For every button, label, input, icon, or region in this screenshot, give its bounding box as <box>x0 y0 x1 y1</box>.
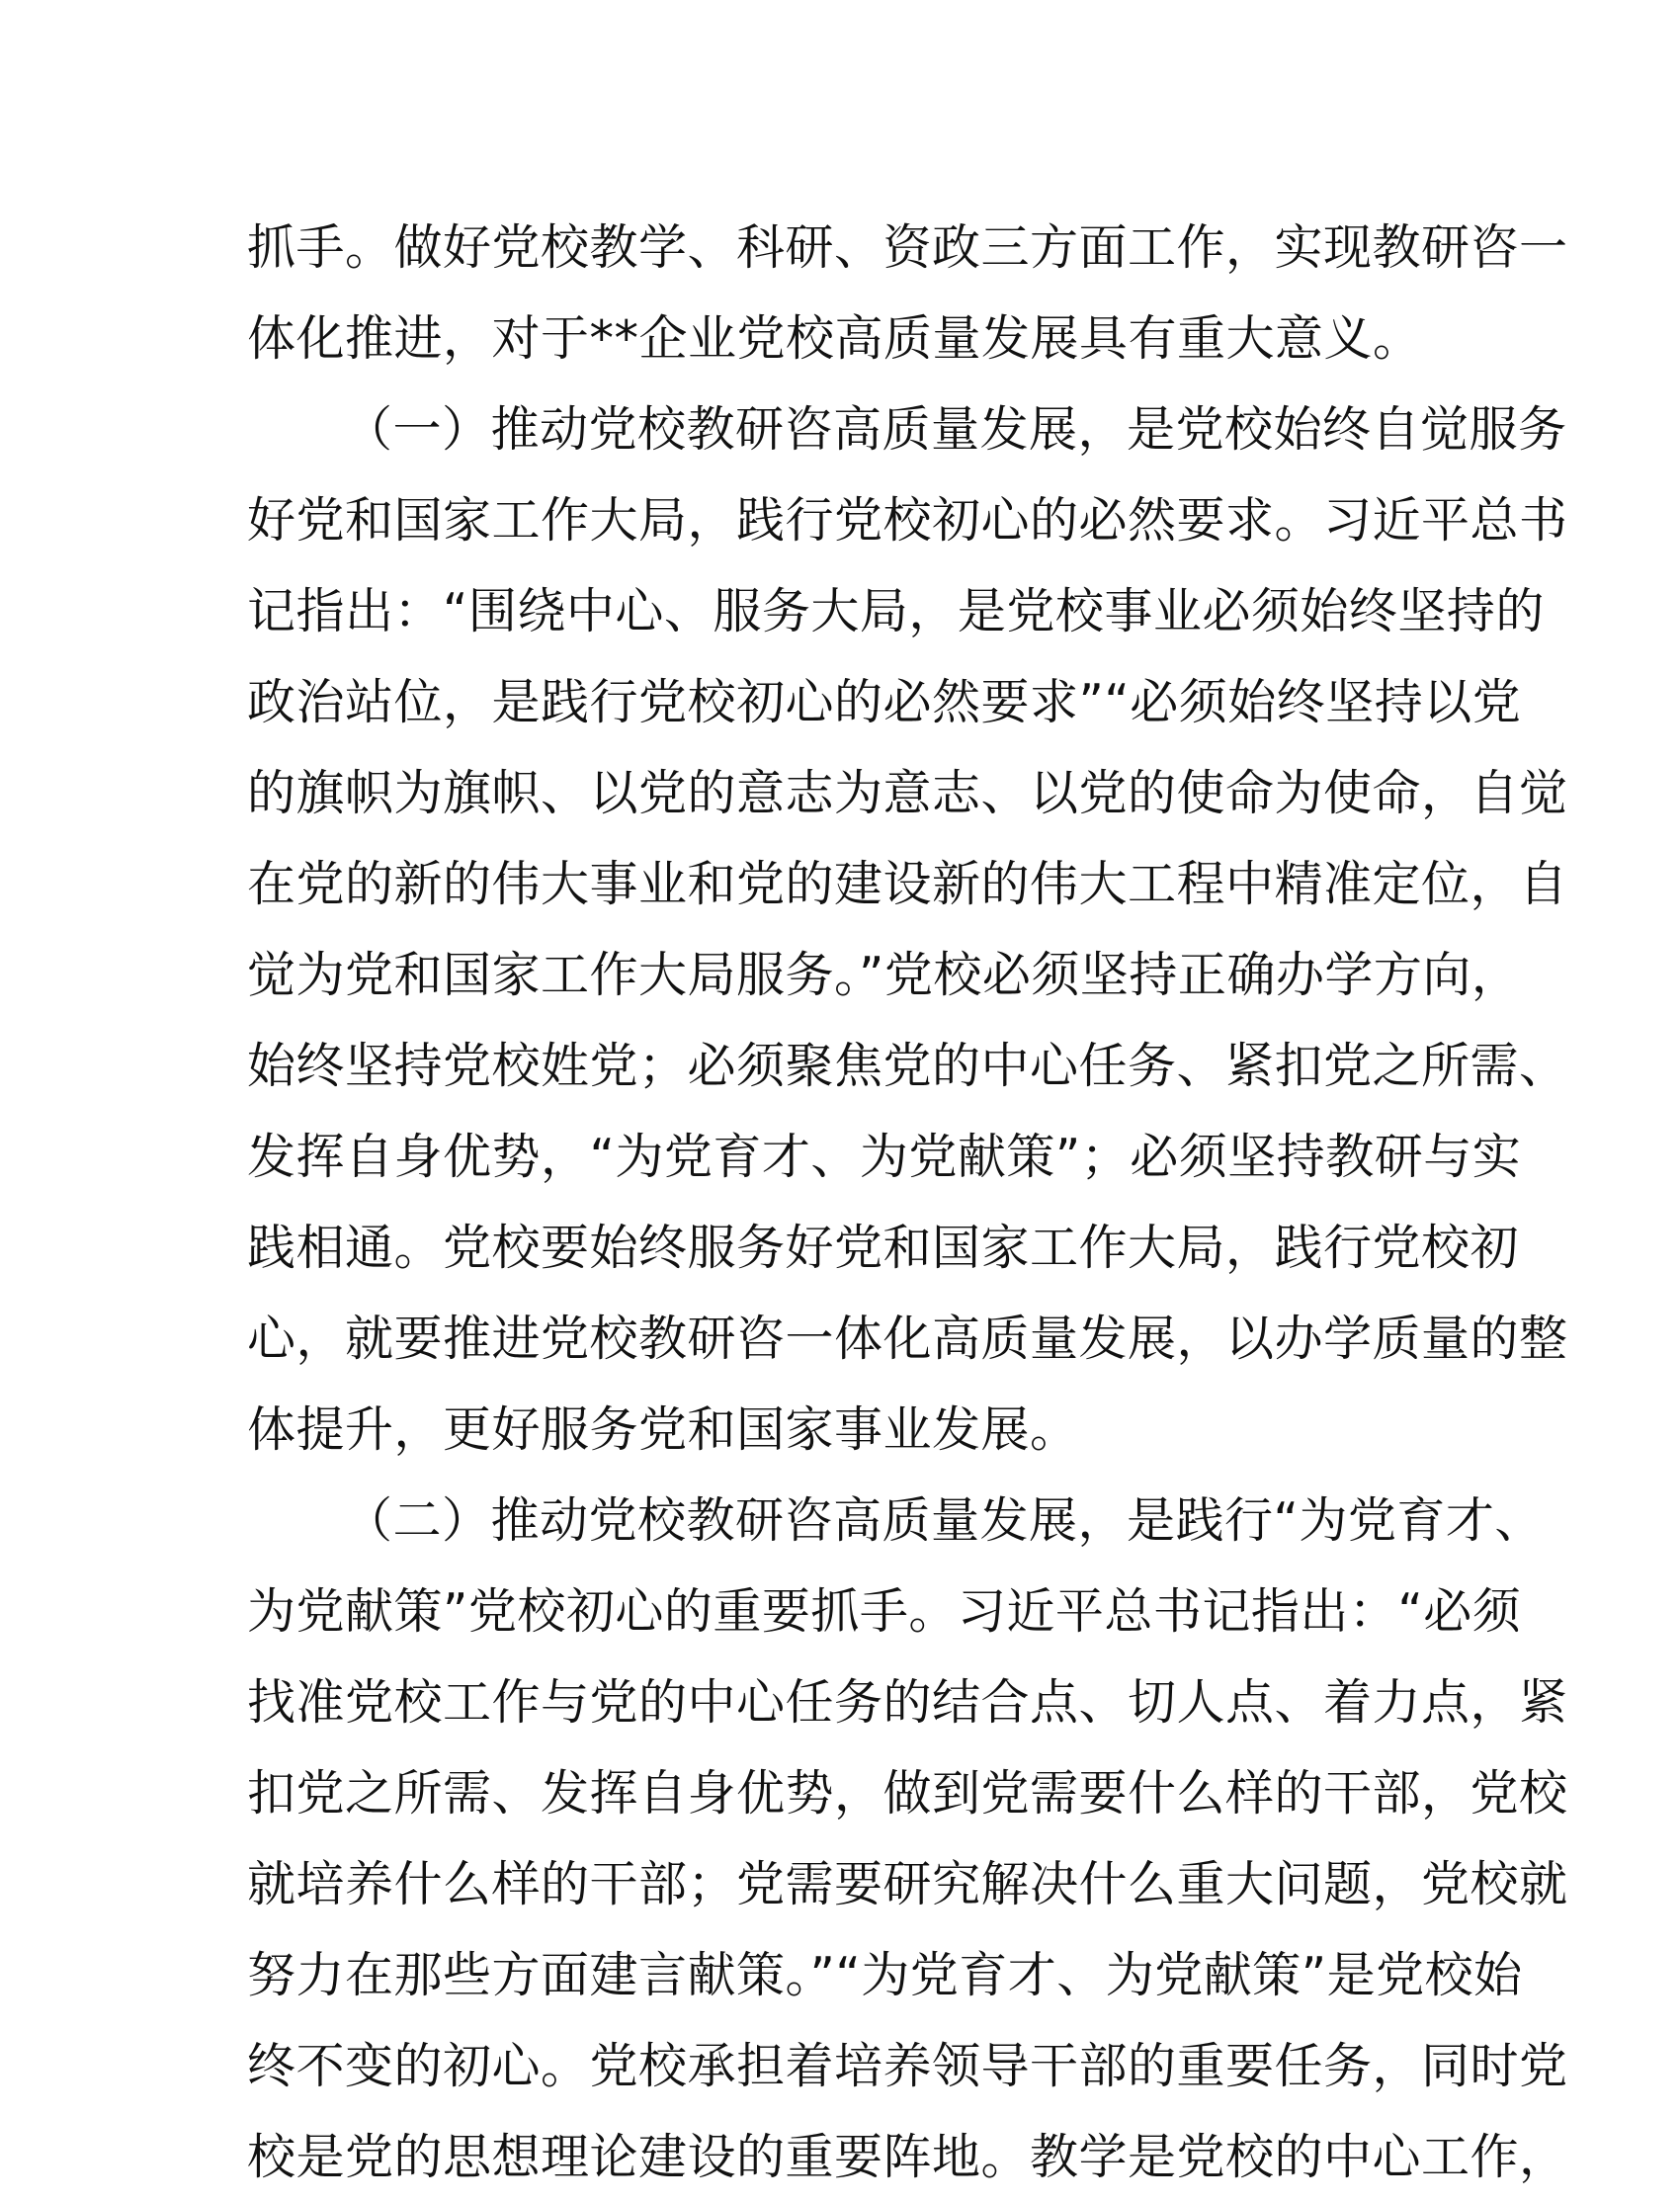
text-line: 为党献策”党校初心的重要抓手。习近平总书记指出：“必须 <box>247 1583 1522 1640</box>
paragraph-section-one <box>247 384 1568 1476</box>
paragraph-continuation <box>247 203 1568 384</box>
text-line: 努力在那些方面建言献策。”“为党育才、为党献策”是党校始 <box>247 1947 1523 2003</box>
text-line: 就培养什么样的干部；党需要研究解决什么重大问题，党校就 <box>247 1856 1568 1912</box>
text-line: 始终坚持党校姓党；必须聚焦党的中心任务、紧扣党之所需、 <box>247 1038 1568 1094</box>
text-line: （二）推动党校教研咨高质量发展，是践行“为党育才、 <box>344 1492 1544 1549</box>
text-line: 发挥自身优势，“为党育才、为党献策”；必须坚持教研与实 <box>247 1129 1522 1185</box>
text-line: 在党的新的伟大事业和党的建设新的伟大工程中精准定位，自 <box>247 856 1568 912</box>
text-line: 践相通。党校要始终服务好党和国家工作大局，践行党校初 <box>247 1220 1520 1276</box>
text-line: 抓手。做好党校教学、科研、资政三方面工作，实现教研咨一 <box>247 219 1568 276</box>
text-line: 政治站位，是践行党校初心的必然要求”“必须始终坚持以党 <box>247 674 1522 730</box>
text-line: 心，就要推进党校教研咨一体化高质量发展，以办学质量的整 <box>247 1311 1568 1367</box>
text-line: 体化推进，对于**企业党校高质量发展具有重大意义。 <box>247 310 1422 367</box>
text-line: 觉为党和国家工作大局服务。”党校必须坚持正确办学方向， <box>247 947 1521 1003</box>
text-line: （一）推动党校教研咨高质量发展，是党校始终自觉服务 <box>344 401 1567 458</box>
text-line: 好党和国家工作大局，践行党校初心的必然要求。习近平总书 <box>247 492 1568 549</box>
text-line: 找准党校工作与党的中心任务的结合点、切人点、着力点，紧 <box>247 1674 1568 1731</box>
text-line: 终不变的初心。党校承担着培养领导干部的重要任务，同时党 <box>247 2038 1568 2094</box>
document-body <box>247 203 1568 2203</box>
text-line: 记指出：“围绕中心、服务大局，是党校事业必须始终坚持的 <box>247 583 1545 639</box>
text-line: 扣党之所需、发挥自身优势，做到党需要什么样的干部，党校 <box>247 1765 1568 1822</box>
paragraph-section-two <box>247 1476 1568 2203</box>
text-line: 校是党的思想理论建设的重要阵地。教学是党校的中心工作， <box>247 2129 1568 2185</box>
text-line: 体提升，更好服务党和国家事业发展。 <box>247 1401 1079 1458</box>
text-line: 的旗帜为旗帜、以党的意志为意志、以党的使命为使命，自觉 <box>247 765 1568 821</box>
